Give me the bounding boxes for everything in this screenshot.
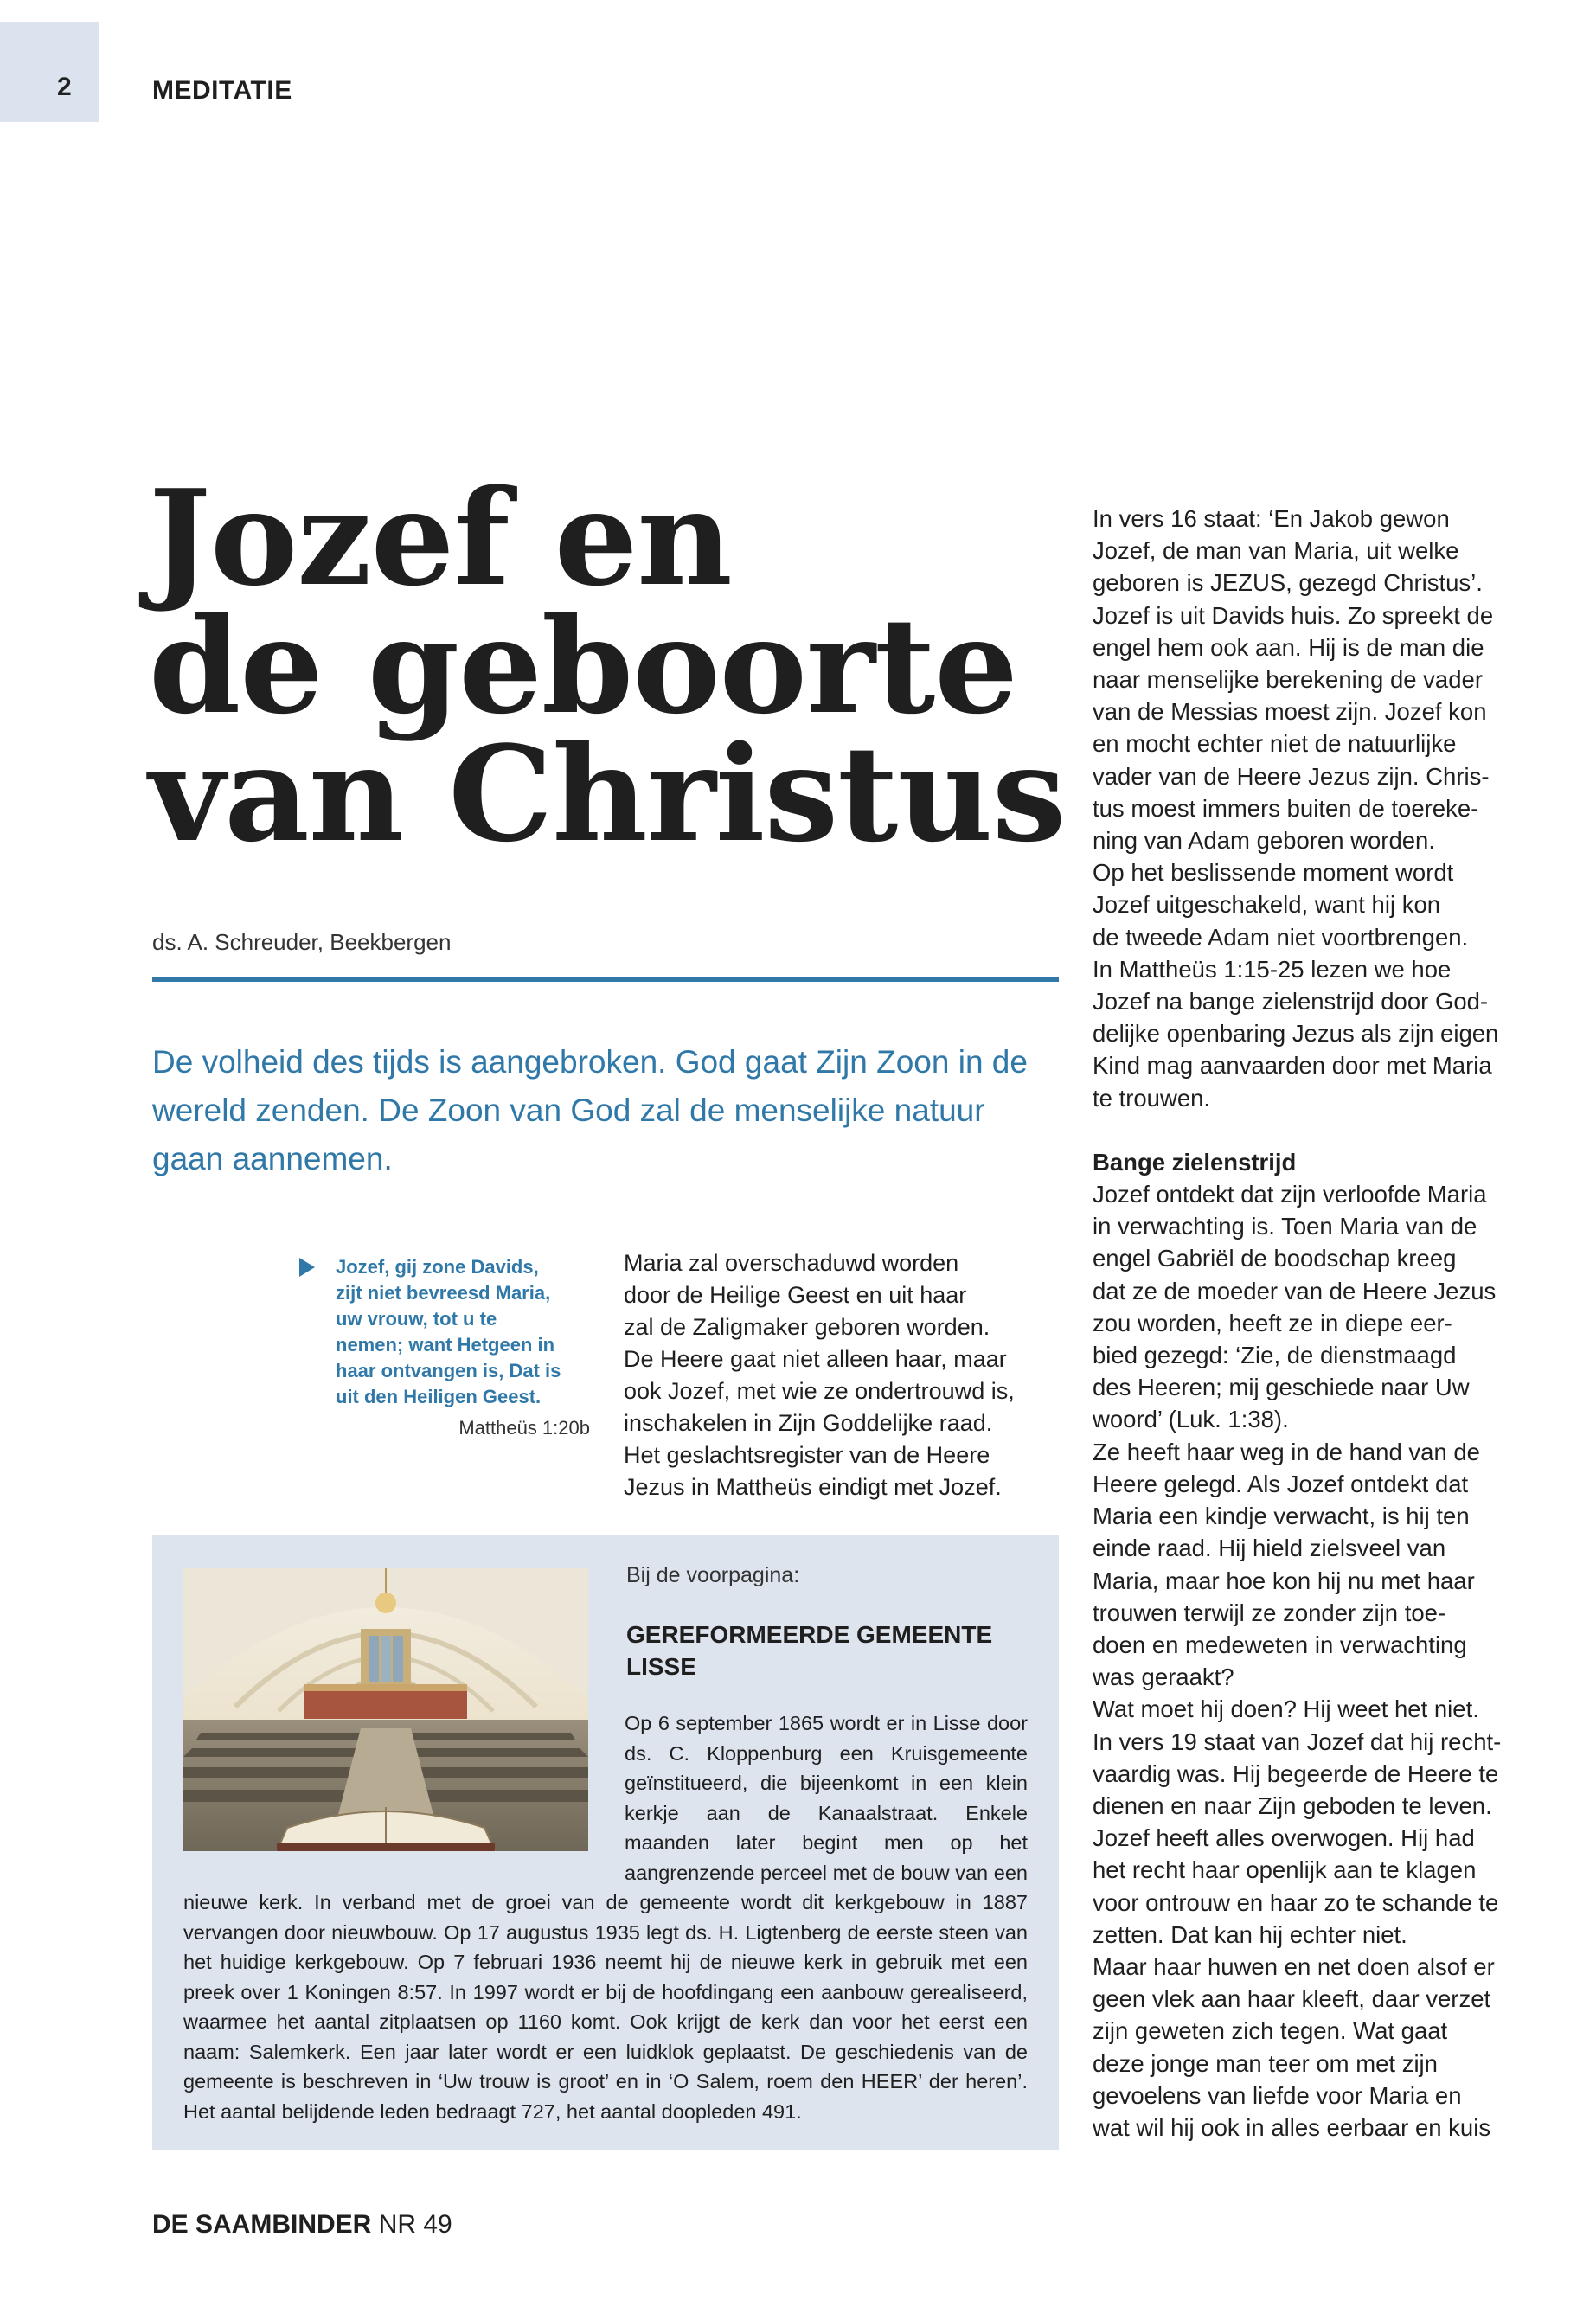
body-line: doen en medeweten in verwachting xyxy=(1093,1631,1467,1658)
body-line: Op het beslissende moment wordt xyxy=(1093,859,1454,887)
body-line: voor ontrouw en haar zo te schande te xyxy=(1093,1888,1499,1916)
box-body: Op 6 september 1865 wordt er in Lisse door ds. C. Kloppenburg een Kruisgemeente geïnstitueerd, die bijeenkomt in een klein kerkje aan de Kanaalstraat. Enkele maanden later begint men op het aangrenzende perceel met de bouw van een nieuwe kerk. In verband met de groei van de gemeente wordt dit kerkgebouw in 1887 vervangen door nieuwbouw. Op 17 augustus 1935 legt ds. H. Ligtenberg de eerste steen van het huidige kerkgebouw. Op 7 februari 1936 neemt hij de nieuwe kerk in gebruik met een preek over 1 Koningen 8:57. In 1997 wordt er bij de hoofdingang een aanbouw gerealiseerd, waarmee het aantal zitplaatsen op 1160 komt. Ook krijgt de kerk dan voor het eerst een naam: Salemkerk. Een jaar later wordt er een luidklok geplaatst. De geschiedenis van de gemeente is beschreven in ‘Uw trouw is groot’ en in ‘O Salem, roem den HEER’ der heren’. Het aantal belijdende leden bedraagt 727, het aantal doopleden 491. xyxy=(183,1708,1028,2126)
article-title xyxy=(149,460,1066,871)
paragraph-gap xyxy=(1093,1114,1542,1146)
body-line: Jezus in Mattheüs eindigt met Jozef. xyxy=(624,1474,1002,1500)
pull-quote-reference: Mattheüs 1:20b xyxy=(458,1417,590,1439)
author-byline: ds. A. Schreuder, Beekbergen xyxy=(152,929,452,955)
body-line: naar menselijke berekening de vader xyxy=(1093,666,1483,694)
pull-quote-text: Jozef, gij zone Davids, zijt niet bevreesd Maria, uw vrouw, tot u te nemen; want Hetgeen in haar ontvangen is, Dat is uit den Heiligen Geest. xyxy=(336,1256,561,1407)
body-line: dat ze de moeder van de Heere Jezus xyxy=(1093,1277,1497,1304)
body-line: engel hem ook aan. Hij is de man die xyxy=(1093,633,1484,661)
title-line: de geboorte xyxy=(149,588,1017,743)
body-line: trouwen terwijl ze zonder zijn toe- xyxy=(1093,1599,1446,1626)
body-line: en mocht echter niet de natuurlijke xyxy=(1093,730,1457,758)
body-line: zou worden, heeft ze in diepe eer- xyxy=(1093,1309,1452,1336)
body-line: ning van Adam geboren worden. xyxy=(1093,827,1435,855)
body-line: was geraakt? xyxy=(1093,1663,1234,1691)
title-line: van Christus xyxy=(149,716,1066,871)
body-line: Heere gelegd. Als Jozef ontdekt dat xyxy=(1093,1470,1469,1497)
body-line: ook Jozef, met wie ze ondertrouwd is, xyxy=(624,1378,1015,1404)
body-line: zijn geweten zich tegen. Wat gaat xyxy=(1093,2017,1448,2045)
body-line: des Heeren; mij geschiede naar Uw xyxy=(1093,1374,1470,1401)
section-label: MEDITATIE xyxy=(152,76,292,105)
body-line: van de Messias moest zijn. Jozef kon xyxy=(1093,698,1487,726)
body-line: Maria zal overschaduwd worden xyxy=(624,1250,959,1276)
body-line: Jozef ontdekt dat zijn verloofde Maria xyxy=(1093,1181,1487,1208)
body-line: tus moest immers buiten de toereke- xyxy=(1093,794,1479,822)
body-line: Jozef na bange zielenstrijd door God- xyxy=(1093,988,1489,1016)
body-line: De Heere gaat niet alleen haar, maar xyxy=(624,1346,1007,1372)
body-line: einde raad. Hij hield zielsveel van xyxy=(1093,1535,1446,1562)
body-line: inschakelen in Zijn Goddelijke raad. xyxy=(624,1410,993,1436)
intro-lead: De volheid des tijds is aangebroken. God gaat Zijn Zoon in de wereld zenden. De Zoon van God zal de menselijke natuur gaan aannemen. xyxy=(152,1044,1028,1176)
publication-name: DE SAAMBINDER xyxy=(152,2210,372,2239)
body-line: Het geslachtsregister van de Heere xyxy=(624,1442,990,1468)
body-line: In vers 19 staat van Jozef dat hij recht- xyxy=(1093,1727,1502,1755)
body-line: zetten. Dat kan hij echter niet. xyxy=(1093,1920,1407,1948)
body-line: In vers 16 staat: ‘En Jakob gewon xyxy=(1093,505,1450,532)
body-line: geen vlek aan haar kleeft, daar verzet xyxy=(1093,1985,1491,2013)
body-line: het recht haar openlijk aan te klagen xyxy=(1093,1856,1477,1884)
body-line: woord’ (Luk. 1:38). xyxy=(1093,1406,1289,1433)
body-line: Ze heeft haar weg in de hand van de xyxy=(1093,1438,1480,1465)
body-line: door de Heilige Geest en uit haar xyxy=(624,1282,967,1308)
body-line: delijke openbaring Jezus als zijn eigen xyxy=(1093,1020,1499,1048)
body-line: Wat moet hij doen? Hij weet het niet. xyxy=(1093,1695,1479,1723)
box-kicker: Bij de voorpagina: xyxy=(626,1563,800,1587)
body-text-block xyxy=(1093,1178,1542,2144)
body-column-right xyxy=(1093,503,1542,2144)
body-line: Maria een kindje verwacht, is hij ten xyxy=(1093,1503,1470,1530)
page-number: 2 xyxy=(57,73,72,101)
body-line: Kind mag aanvaarden door met Maria xyxy=(1093,1052,1492,1080)
body-line: geboren is JEZUS, gezegd Christus’. xyxy=(1093,569,1483,597)
body-text-block xyxy=(1093,503,1542,1114)
issue-number: NR 49 xyxy=(378,2210,452,2239)
body-line: Jozef heeft alles overwogen. Hij had xyxy=(1093,1824,1475,1852)
body-line: in verwachting is. Toen Maria van de xyxy=(1093,1213,1477,1240)
cover-info-box xyxy=(152,1535,1059,2150)
body-line: bied gezegd: ‘Zie, de dienstmaagd xyxy=(1093,1342,1457,1369)
body-line: Maar haar huwen en net doen alsof er xyxy=(1093,1952,1495,1980)
body-column-middle xyxy=(624,1247,1065,1503)
body-line: In Mattheüs 1:15-25 lezen we hoe xyxy=(1093,955,1452,983)
footer-publication xyxy=(152,2210,452,2240)
body-line: Maria, maar hoe kon hij nu met haar xyxy=(1093,1567,1475,1594)
box-title: GEREFORMEERDE GEMEENTE LISSE xyxy=(626,1621,993,1680)
title-divider xyxy=(152,977,1059,982)
body-line: vader van de Heere Jezus zijn. Chris- xyxy=(1093,762,1490,790)
body-line: vaardig was. Hij begeerde de Heere te xyxy=(1093,1759,1499,1787)
subheading: Bange zielenstrijd xyxy=(1093,1148,1297,1176)
body-line: Jozef is uit Davids huis. Zo spreekt de xyxy=(1093,601,1494,629)
body-line: deze jonge man teer om met zijn xyxy=(1093,2049,1438,2077)
body-line: dienen en naar Zijn geboden te leven. xyxy=(1093,1791,1492,1819)
title-line: Jozef en xyxy=(149,460,732,615)
body-line: gevoelens van liefde voor Maria en xyxy=(1093,2081,1462,2109)
body-line: de tweede Adam niet voortbrengen. xyxy=(1093,923,1469,951)
pull-quote xyxy=(301,1254,595,1439)
body-line: Jozef uitgeschakeld, want hij kon xyxy=(1093,891,1441,919)
photo-wrap-spacer xyxy=(183,1708,625,1859)
body-line: engel Gabriël de boodschap kreeg xyxy=(1093,1245,1457,1272)
play-arrow-icon xyxy=(299,1258,315,1277)
page-number-tab xyxy=(0,22,99,122)
body-line: te trouwen. xyxy=(1093,1084,1211,1112)
body-line: zal de Zaligmaker geboren worden. xyxy=(624,1314,990,1340)
body-line: Jozef, de man van Maria, uit welke xyxy=(1093,537,1459,565)
body-line: wat wil hij ook in alles eerbaar en kuis xyxy=(1093,2113,1491,2141)
